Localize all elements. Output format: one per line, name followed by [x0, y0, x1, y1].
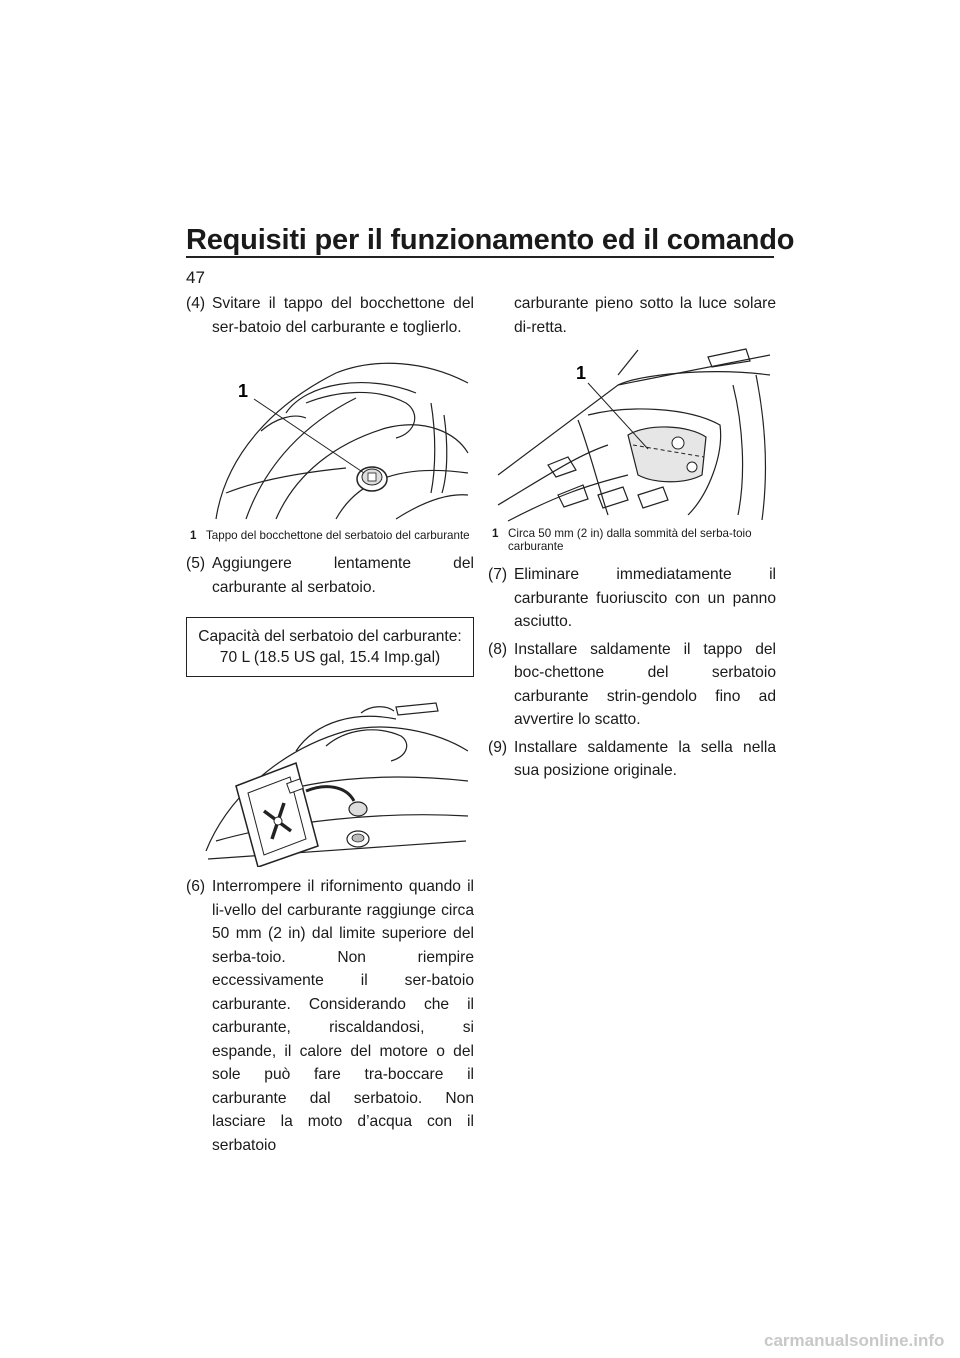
- fuel-tank-icon: [628, 427, 706, 482]
- header-rule: [186, 256, 774, 258]
- page-title: Requisiti per il funzionamento ed il comando: [186, 224, 795, 256]
- figure-caption: 1 Circa 50 mm (2 in) dalla sommità del serba-toio carburante: [492, 527, 752, 553]
- figure-caption: 1 Tappo del bocchettone del serbatoio del carburante: [190, 529, 470, 542]
- fuel-capacity-box: [186, 617, 474, 677]
- left-column: [186, 292, 474, 1157]
- step-6: (6) Interrompere il rifornimento quando il li-vello del carburante raggiunge circa 50 mm (2 in) dal limite superiore del serba-toio. Non riempire eccessivamente il ser-batoio carburante. Considerando che il carburante, riscaldandosi, si espande, il calore del motore o del sole può fare tra-boccare il carburante dal serbatoio. Non lasciare la moto d’acqua con il serbatoio: [186, 878, 474, 1154]
- step-9: (9) Installare saldamente la sella nella sua posizione originale.: [488, 738, 776, 779]
- fuel-cap-icon: [357, 467, 387, 491]
- fuel-cap-icon: [347, 802, 369, 847]
- step-6-continued: carburante pieno sotto la luce solare di-retta.: [514, 295, 776, 336]
- fuel-tank-illustration: [488, 345, 776, 525]
- svg-text:carmanualsonline.info: carmanualsonline.info: [764, 1331, 945, 1350]
- callout-1: 1: [238, 381, 249, 401]
- step-7: (7) Eliminare immediatamente il carburante fuoriuscito con un panno asciutto.: [488, 566, 776, 630]
- figure-fuel-cap: [186, 343, 474, 542]
- step-8: (8) Installare saldamente il tappo del boc-chettone del serbatoio carburante strin-gendolo fino ad avvertire lo scatto.: [488, 640, 776, 728]
- spec-label: Capacità del serbatoio del carburante:: [198, 628, 462, 645]
- step-4: (4) Svitare il tappo del bocchettone del ser-batoio del carburante e toglierlo.: [186, 295, 474, 336]
- spec-value: 70 L (18.5 US gal, 15.4 Imp.gal): [219, 649, 441, 666]
- page-number: 47: [186, 268, 205, 287]
- step-5: (5) Aggiungere lentamente del carburante al serbatoio.: [186, 555, 474, 596]
- refueling-illustration: [186, 691, 474, 867]
- figure-fuel-level: [488, 345, 776, 553]
- figure-refuel: [186, 691, 474, 867]
- fuel-can-icon: [236, 763, 354, 867]
- watermark-logo: [764, 1328, 954, 1352]
- watermark: [764, 1328, 954, 1352]
- watercraft-front-illustration: [186, 343, 474, 527]
- right-column: [488, 292, 776, 783]
- callout-1: 1: [576, 363, 587, 383]
